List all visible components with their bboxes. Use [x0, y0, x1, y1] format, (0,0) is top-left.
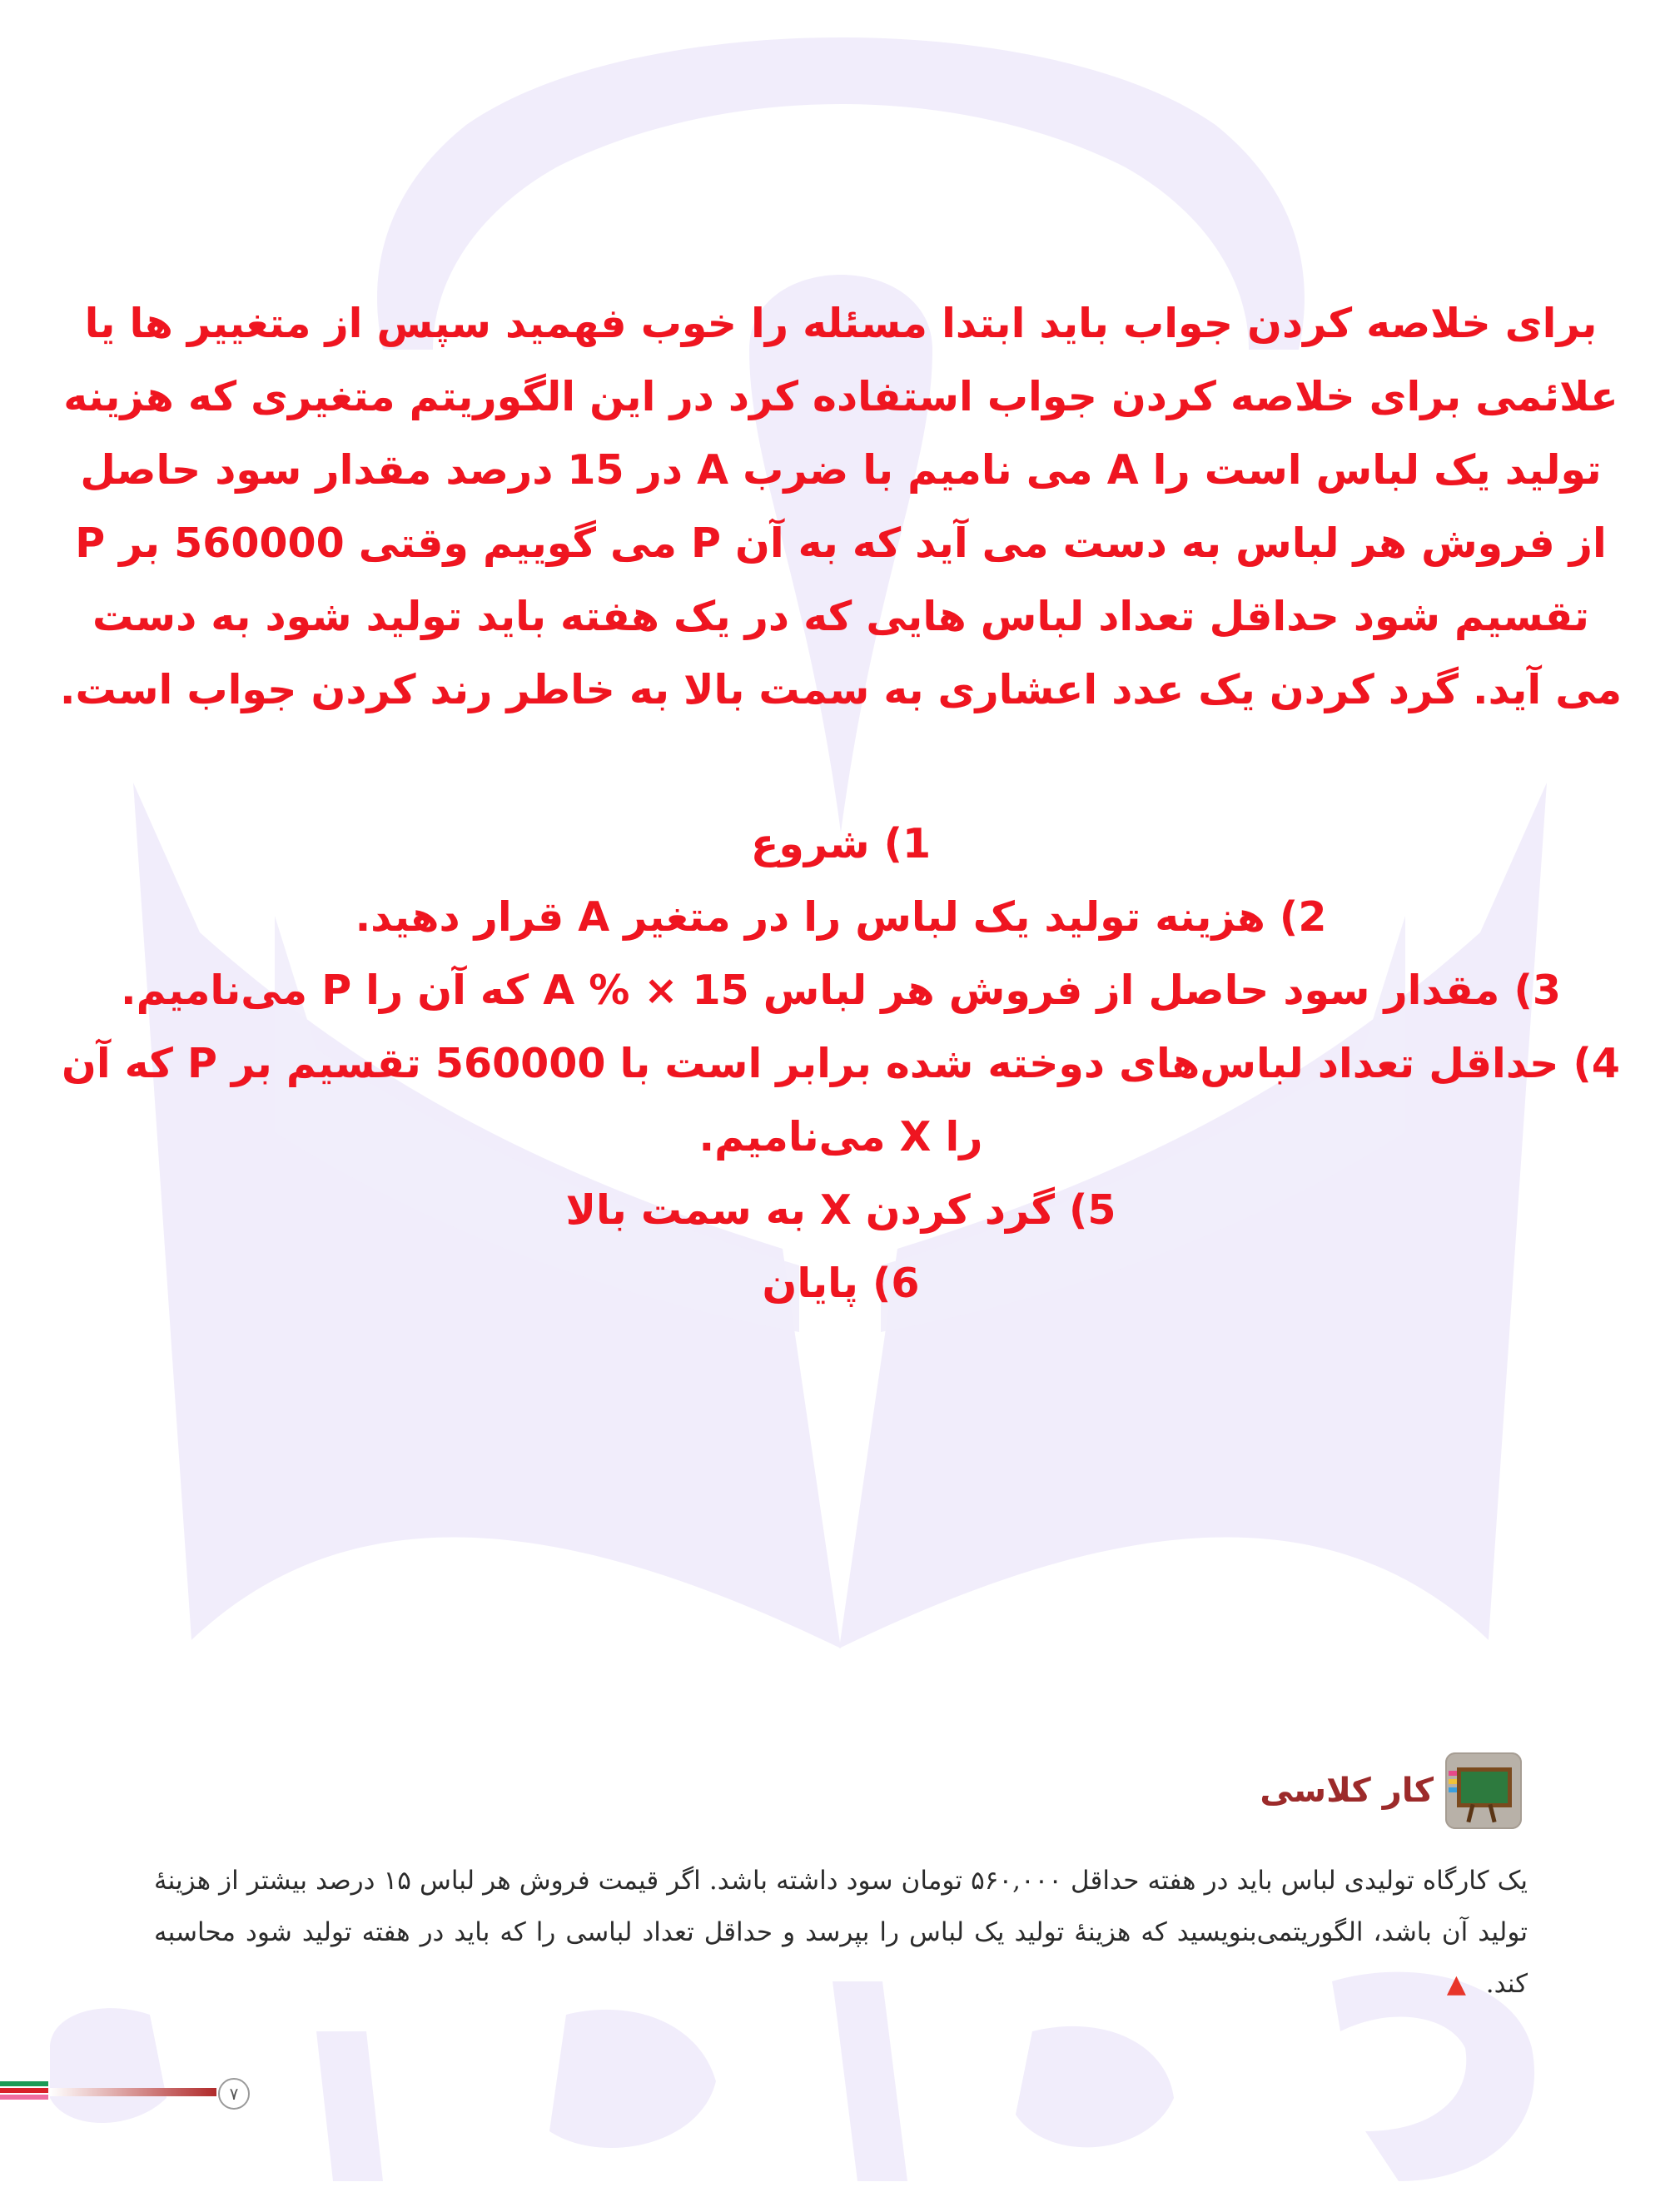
class-work-header: [1260, 1752, 1522, 1829]
triangle-marker-icon: ▲: [1446, 1970, 1466, 1999]
step-6: 6) پایان: [762, 1260, 920, 1307]
step-1: 1) شروع: [750, 820, 932, 867]
page-number: ۷: [218, 2078, 250, 2110]
class-work-text: یک کارگاه تولیدی لباس باید در هفته حداقل ۵۶۰,۰۰۰ تومان سود داشته باشد. اگر قیمت فروش هر لباس ۱۵ درصد بیشتر از هزینهٔ تولید آن باشد، الگوریتمی‌بنویسید که هزینهٔ تولید یک لباس را بپرسد و حداقل تعداد لباسی را که باید در هفته تولید شود محاسبه کند.: [154, 1866, 1528, 1999]
step-3: 3) مقدار سود حاصل از فروش هر لباس 15 × % A که آن را P می‌نامیم.: [121, 967, 1561, 1014]
blackboard-icon: [1445, 1752, 1522, 1829]
answer-paragraph: برای خلاصه کردن جواب باید ابتدا مسئله را خوب فهمید سپس از متغییر ها یا علائمی برای خلاصه کردن جواب استفاده کرد در این الگوریتم متغیری که هزینه تولید یک لباس است را A می نامیم با ضرب A در 15 درصد مقدار سود حاصل از فروش هر لباس به دست می آید که به آن P می گوییم وقتی 560000 بر P تقسیم شود حداقل تعداد لباس هایی که در یک هفته باید تولید شود به دست می آید. گرد کردن یک عدد اعشاری به سمت بالا به خاطر رند کردن جواب است.: [59, 300, 1623, 713]
answer-paragraph-block: [58, 287, 1623, 727]
algorithm-steps: [50, 808, 1632, 1320]
class-work-body: [154, 1855, 1528, 2011]
footer-color-bar: [0, 2081, 250, 2103]
step-4: 4) حداقل تعداد لباس‌های دوخته شده برابر است با 560000 تقسیم بر P که آن را X می‌نامیم.: [62, 1040, 1620, 1161]
step-2: 2) هزینه تولید یک لباس را در متغیر A قرار دهید.: [355, 893, 1327, 941]
class-work-title: کار کلاسی: [1260, 1772, 1434, 1810]
step-5: 5) گرد کردن X به سمت بالا: [565, 1186, 1116, 1234]
